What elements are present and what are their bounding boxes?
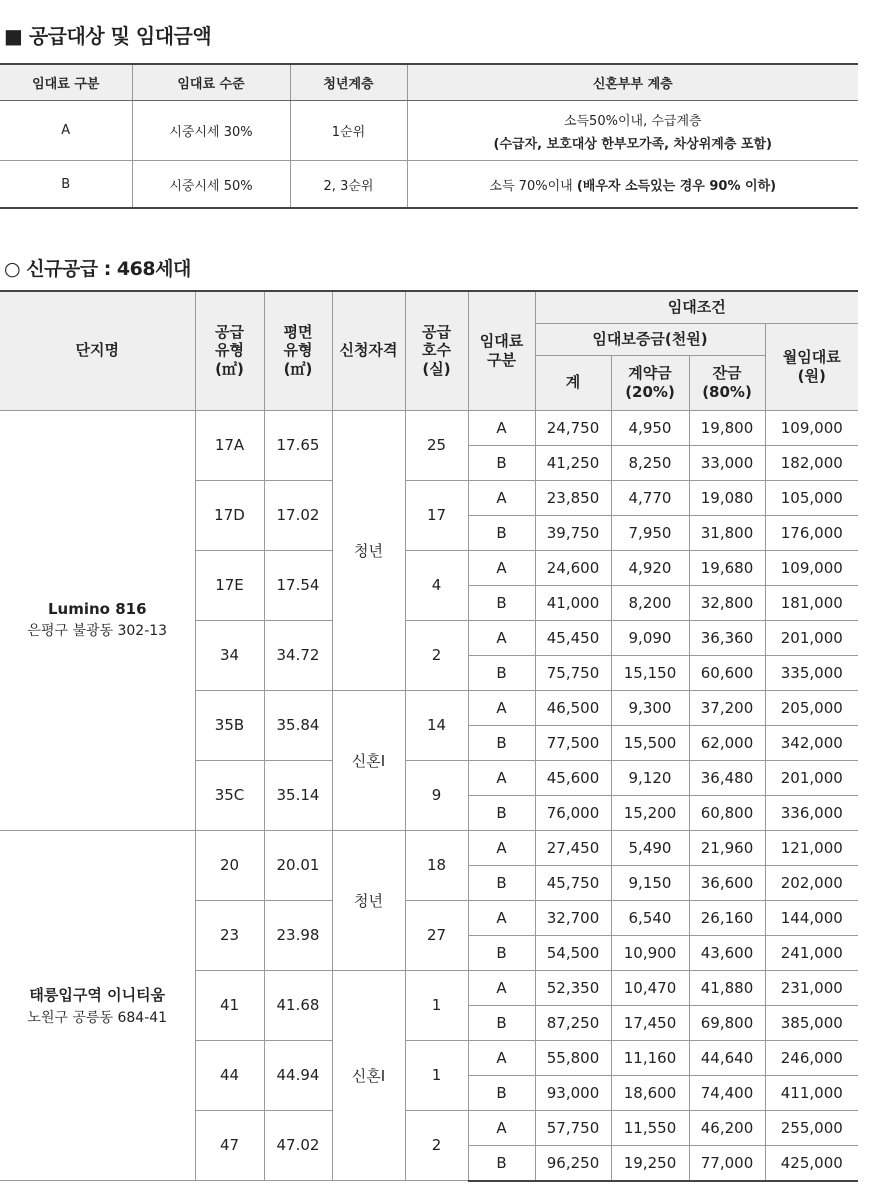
cell-units: 2	[405, 1110, 468, 1181]
cell-area-type: 20.01	[264, 830, 332, 900]
cell-balance: 41,880	[689, 970, 765, 1005]
cell-supply-type: 35B	[195, 690, 264, 760]
cell-contract: 17,450	[611, 1005, 689, 1040]
cell-balance: 21,960	[689, 830, 765, 865]
cell-contract: 9,150	[611, 865, 689, 900]
cell-rent-class: B	[468, 515, 535, 550]
table-row	[0, 101, 858, 161]
cell-contract: 5,490	[611, 830, 689, 865]
cell-rent-class: A	[468, 480, 535, 515]
cell-balance: 60,600	[689, 655, 765, 690]
cell-units: 14	[405, 690, 468, 760]
cell-contract: 8,200	[611, 585, 689, 620]
header-conditions: 임대조건	[535, 291, 858, 323]
table-header-row	[0, 291, 858, 323]
cell-monthly: 246,000	[765, 1040, 858, 1075]
cell-rent-class: A	[468, 690, 535, 725]
cell-units: 9	[405, 760, 468, 830]
cell-total: 24,600	[535, 550, 611, 585]
cell-balance: 31,800	[689, 515, 765, 550]
cell-eligibility: 신혼Ⅰ	[332, 690, 405, 830]
cell-total: 75,750	[535, 655, 611, 690]
cell-total: 96,250	[535, 1145, 611, 1181]
cell-balance: 36,480	[689, 760, 765, 795]
cell-rent-class: A	[468, 830, 535, 865]
cell-total: 93,000	[535, 1075, 611, 1110]
cell-monthly: 181,000	[765, 585, 858, 620]
cell-monthly: 342,000	[765, 725, 858, 760]
header-supply-type: 공급 유형 (㎡)	[195, 291, 264, 410]
cell-total: 41,250	[535, 445, 611, 480]
cell-units: 1	[405, 970, 468, 1040]
cell-monthly: 201,000	[765, 760, 858, 795]
cell-rent-class: A	[468, 760, 535, 795]
cell-rent-class: B	[468, 585, 535, 620]
header-units: 공급 호수 (실)	[405, 291, 468, 410]
cell-monthly: 182,000	[765, 445, 858, 480]
cell-units: 27	[405, 900, 468, 970]
cell-rent-class: B	[468, 725, 535, 760]
cell-contract: 10,470	[611, 970, 689, 1005]
cell-monthly: 121,000	[765, 830, 858, 865]
cell-contract: 9,120	[611, 760, 689, 795]
header-newlywed: 신혼부부 계층	[407, 64, 858, 101]
cell-youth: 1순위	[290, 101, 407, 161]
header-rent-class: 임대료 구분	[468, 291, 535, 410]
cell-supply-type: 20	[195, 830, 264, 900]
cell-monthly: 201,000	[765, 620, 858, 655]
cell-eligibility: 청년	[332, 830, 405, 970]
header-deposit: 임대보증금(천원)	[535, 323, 765, 355]
header-balance: 잔금 (80%)	[689, 355, 765, 410]
complex-address: 노원구 공릉동 684-41	[27, 1009, 168, 1026]
cell-monthly: 109,000	[765, 550, 858, 585]
table-header-row	[0, 64, 858, 101]
header-rent-class: 임대료 구분	[0, 64, 132, 101]
header-total: 계	[535, 355, 611, 410]
cell-newlywed	[407, 161, 858, 209]
cell-units: 2	[405, 620, 468, 690]
cell-balance: 32,800	[689, 585, 765, 620]
header-rent-level: 임대료 수준	[132, 64, 290, 101]
cell-total: 45,750	[535, 865, 611, 900]
cell-contract: 15,500	[611, 725, 689, 760]
cell-monthly: 176,000	[765, 515, 858, 550]
complex-name: 태릉입구역 이니티움	[29, 985, 166, 1004]
section1-title: ■ 공급대상 및 임대금액	[4, 24, 212, 48]
header-contract: 계약금 (20%)	[611, 355, 689, 410]
cell-total: 45,450	[535, 620, 611, 655]
cell-monthly: 205,000	[765, 690, 858, 725]
cell-supply-type: 41	[195, 970, 264, 1040]
table-row	[0, 161, 858, 209]
cell-contract: 7,950	[611, 515, 689, 550]
cell-balance: 43,600	[689, 935, 765, 970]
cell-contract: 15,150	[611, 655, 689, 690]
cell-supply-type: 34	[195, 620, 264, 690]
cell-units: 4	[405, 550, 468, 620]
rent-level-table	[0, 63, 858, 209]
header-youth: 청년계층	[290, 64, 407, 101]
cell-balance: 36,600	[689, 865, 765, 900]
cell-monthly: 336,000	[765, 795, 858, 830]
cell-rent-class: A	[468, 900, 535, 935]
cell-units: 17	[405, 480, 468, 550]
cell-rent-class: B	[468, 865, 535, 900]
cell-area-type: 23.98	[264, 900, 332, 970]
cell-balance: 46,200	[689, 1110, 765, 1145]
cell-balance: 19,080	[689, 480, 765, 515]
cell-monthly: 425,000	[765, 1145, 858, 1181]
cell-balance: 33,000	[689, 445, 765, 480]
complex-name: Lumino 816	[47, 600, 147, 618]
cell-supply-type: 47	[195, 1110, 264, 1181]
cell-balance: 62,000	[689, 725, 765, 760]
cell-rent-class: B	[468, 1075, 535, 1110]
cell-area-type: 35.14	[264, 760, 332, 830]
cell-balance: 69,800	[689, 1005, 765, 1040]
table-row	[0, 410, 858, 445]
cell-total: 45,600	[535, 760, 611, 795]
header-area-type: 평면 유형 (㎡)	[264, 291, 332, 410]
cell-contract: 19,250	[611, 1145, 689, 1181]
newlywed-line1: 소득50%이내, 수급계층	[563, 113, 702, 129]
cell-balance: 44,640	[689, 1040, 765, 1075]
cell-youth: 2, 3순위	[290, 161, 407, 209]
cell-contract: 4,950	[611, 410, 689, 445]
cell-total: 39,750	[535, 515, 611, 550]
cell-contract: 6,540	[611, 900, 689, 935]
table-row	[0, 830, 858, 865]
cell-monthly: 105,000	[765, 480, 858, 515]
cell-monthly: 255,000	[765, 1110, 858, 1145]
cell-balance: 26,160	[689, 900, 765, 935]
cell-total: 54,500	[535, 935, 611, 970]
cell-contract: 4,770	[611, 480, 689, 515]
cell-balance: 36,360	[689, 620, 765, 655]
cell-contract: 11,550	[611, 1110, 689, 1145]
cell-supply-type: 17A	[195, 410, 264, 480]
cell-rent-class: A	[468, 410, 535, 445]
cell-monthly: 231,000	[765, 970, 858, 1005]
cell-total: 55,800	[535, 1040, 611, 1075]
cell-total: 87,250	[535, 1005, 611, 1040]
header-monthly: 월임대료 (원)	[765, 323, 858, 410]
cell-total: 76,000	[535, 795, 611, 830]
newlywed-line2: (수급자, 보호대상 한부모가족, 차상위계층 포함)	[493, 136, 772, 152]
header-eligibility: 신청자격	[332, 291, 405, 410]
cell-area-type: 44.94	[264, 1040, 332, 1110]
cell-complex	[0, 830, 195, 1181]
cell-total: 46,500	[535, 690, 611, 725]
newlywed-suffix: (배우자 소득있는 경우 90% 이하)	[576, 178, 777, 194]
cell-total: 41,000	[535, 585, 611, 620]
cell-total: 23,850	[535, 480, 611, 515]
cell-balance: 19,680	[689, 550, 765, 585]
cell-total: 32,700	[535, 900, 611, 935]
cell-rent-level: 시중시세 50%	[132, 161, 290, 209]
cell-area-type: 17.02	[264, 480, 332, 550]
cell-rent-class: A	[468, 1110, 535, 1145]
table-body	[0, 410, 858, 1181]
cell-balance: 37,200	[689, 690, 765, 725]
cell-complex	[0, 410, 195, 830]
cell-contract: 9,090	[611, 620, 689, 655]
cell-total: 24,750	[535, 410, 611, 445]
cell-contract: 4,920	[611, 550, 689, 585]
cell-newlywed	[407, 101, 858, 161]
cell-contract: 8,250	[611, 445, 689, 480]
cell-monthly: 109,000	[765, 410, 858, 445]
cell-area-type: 17.54	[264, 550, 332, 620]
cell-rent-class: A	[468, 1040, 535, 1075]
cell-balance: 77,000	[689, 1145, 765, 1181]
cell-supply-type: 17E	[195, 550, 264, 620]
cell-units: 18	[405, 830, 468, 900]
cell-rent-class: B	[468, 795, 535, 830]
cell-rent-class: A	[0, 101, 132, 161]
newlywed-prefix: 소득 70%이내	[489, 178, 577, 194]
cell-monthly: 144,000	[765, 900, 858, 935]
cell-monthly: 411,000	[765, 1075, 858, 1110]
cell-supply-type: 17D	[195, 480, 264, 550]
cell-supply-type: 44	[195, 1040, 264, 1110]
cell-contract: 15,200	[611, 795, 689, 830]
cell-units: 25	[405, 410, 468, 480]
cell-area-type: 47.02	[264, 1110, 332, 1181]
cell-balance: 60,800	[689, 795, 765, 830]
cell-rent-class: B	[468, 655, 535, 690]
cell-rent-class: A	[468, 550, 535, 585]
cell-monthly: 202,000	[765, 865, 858, 900]
cell-monthly: 385,000	[765, 1005, 858, 1040]
new-supply-table	[0, 290, 858, 1182]
cell-balance: 19,800	[689, 410, 765, 445]
cell-area-type: 41.68	[264, 970, 332, 1040]
cell-rent-class: B	[468, 935, 535, 970]
section2-title: ○ 신규공급 : 468세대	[4, 258, 191, 280]
cell-eligibility: 청년	[332, 410, 405, 690]
cell-balance: 74,400	[689, 1075, 765, 1110]
cell-rent-class: A	[468, 620, 535, 655]
cell-units: 1	[405, 1040, 468, 1110]
cell-supply-type: 35C	[195, 760, 264, 830]
cell-total: 57,750	[535, 1110, 611, 1145]
cell-total: 52,350	[535, 970, 611, 1005]
cell-area-type: 34.72	[264, 620, 332, 690]
cell-monthly: 335,000	[765, 655, 858, 690]
cell-monthly: 241,000	[765, 935, 858, 970]
cell-supply-type: 23	[195, 900, 264, 970]
cell-area-type: 35.84	[264, 690, 332, 760]
cell-rent-class: B	[468, 1145, 535, 1181]
cell-contract: 11,160	[611, 1040, 689, 1075]
cell-area-type: 17.65	[264, 410, 332, 480]
cell-rent-class: B	[0, 161, 132, 209]
cell-rent-class: A	[468, 970, 535, 1005]
cell-total: 77,500	[535, 725, 611, 760]
cell-contract: 10,900	[611, 935, 689, 970]
cell-rent-class: B	[468, 1005, 535, 1040]
cell-eligibility: 신혼Ⅰ	[332, 970, 405, 1181]
header-complex: 단지명	[0, 291, 195, 410]
complex-address: 은평구 불광동 302-13	[27, 623, 168, 639]
cell-rent-level: 시중시세 30%	[132, 101, 290, 161]
cell-contract: 9,300	[611, 690, 689, 725]
cell-contract: 18,600	[611, 1075, 689, 1110]
cell-total: 27,450	[535, 830, 611, 865]
cell-rent-class: B	[468, 445, 535, 480]
